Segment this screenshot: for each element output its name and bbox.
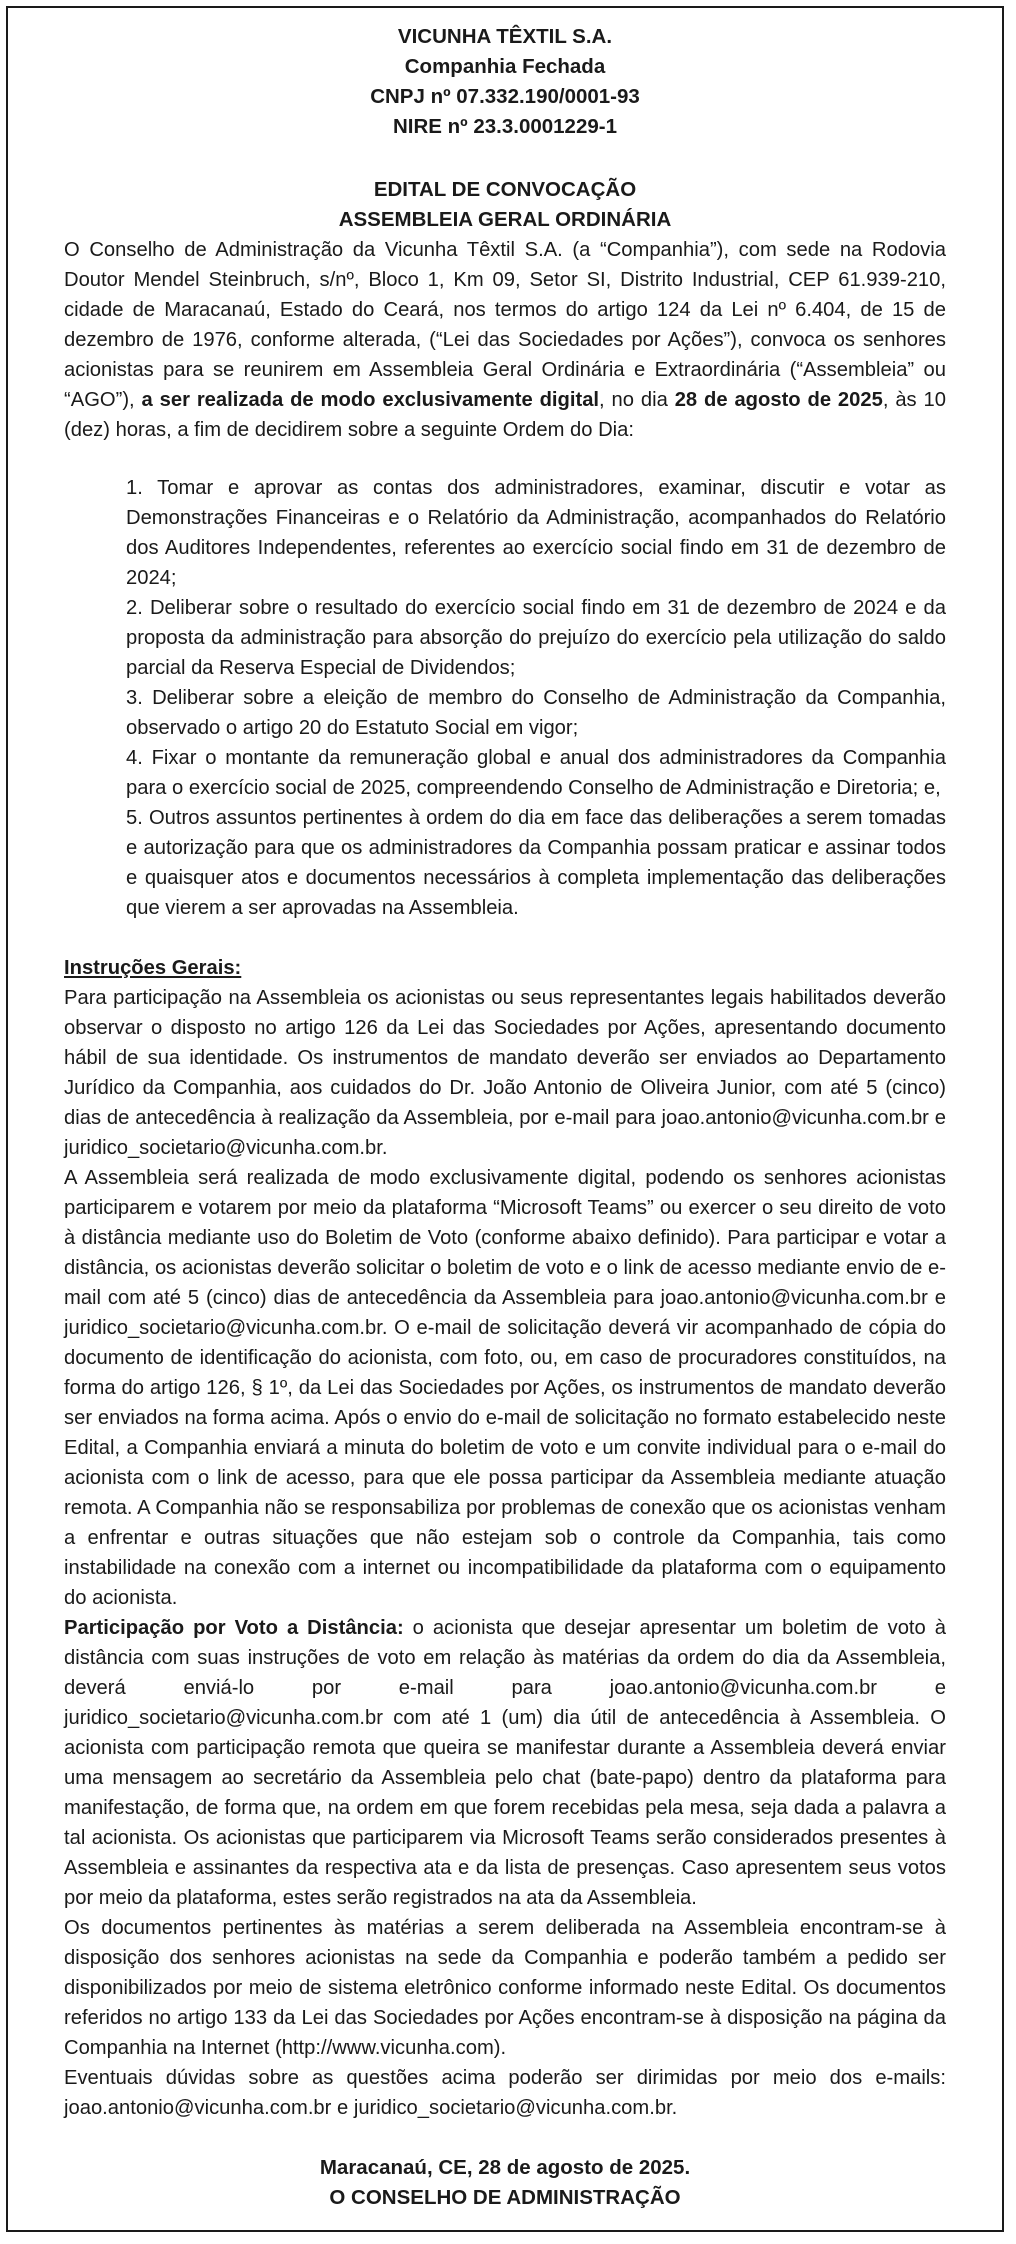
remote-vote-text: o acionista que desejar apresentar um boletim de voto à distância com suas instruções de voto em relação às matérias da ordem do dia da Assembleia, deverá enviá-lo por e-mail para joao.antonio@vicunha.com.br e juridico_societario@vicunha.com.br com até 1 (um) dia útil de antecedência à Assembleia. O acionista com participação remota que queira se manifestar durante a Assembleia deverá enviar uma mensagem ao secretário da Assembleia pelo chat (bate-papo) dentro da plataforma para manifestação, de forma que, na ordem em que forem recebidas pela mesa, seja dada a palavra a tal acionista. Os acionistas que participarem via Microsoft Teams serão considerados presentes à Assembleia e assinantes da respectiva ata e da lista de presenças. Caso apresentem seus votos por meio da plataforma, estes serão registrados na ata da Assembleia. xyxy=(64,1617,946,1909)
intro-bold-digital: a ser realizada de modo exclusivamente digital xyxy=(141,389,600,411)
agenda-list xyxy=(126,473,946,923)
agenda-item: 1. Tomar e aprovar as contas dos administradores, examinar, discutir e votar as Demonstrações Financeiras e o Relatório da Administração, acompanhados do Relatório dos Auditores Independentes, referentes ao exercício social findo em 31 de dezembro de 2024; xyxy=(126,477,946,589)
company-header xyxy=(64,22,946,142)
title-line-2: ASSEMBLEIA GERAL ORDINÁRIA xyxy=(338,208,672,231)
instructions-paragraph-5: Eventuais dúvidas sobre as questões acima poderão ser dirimidas por meio dos e-mails: joao.antonio@vicunha.com.br e juridico_societario@vicunha.com.br. xyxy=(64,2067,946,2119)
intro-bold-date: 28 de agosto de 2025 xyxy=(674,389,883,411)
agenda-item: 2. Deliberar sobre o resultado do exercício social findo em 31 de dezembro de 2024 e da proposta da administração para absorção do prejuízo do exercício pela utilização do saldo parcial da Reserva Especial de Dividendos; xyxy=(126,597,946,679)
notice-document xyxy=(6,6,1004,2232)
instructions-heading: Instruções Gerais: xyxy=(64,957,242,979)
closing-block xyxy=(64,2153,946,2213)
title-line-1: EDITAL DE CONVOCAÇÃO xyxy=(373,178,637,201)
instructions-paragraph-2: A Assembleia será realizada de modo exclusivamente digital, podendo os senhores acionistas participarem e votarem por meio da plataforma “Microsoft Teams” ou exercer o seu direito de voto à distância mediante uso do Boletim de Voto (conforme abaixo definido). Para participar e votar a distância, os acionistas deverão solicitar o boletim de voto e o link de acesso mediante envio de e-mail com até 5 (cinco) dias de antecedência da Assembleia para joao.antonio@vicunha.com.br e juridico_societario@vicunha.com.br. O e-mail de solicitação deverá vir acompanhado de cópia do documento de identificação do acionista, com foto, ou, em caso de procuradores constituídos, na forma do artigo 126, § 1º, da Lei das Sociedades por Ações, os instrumentos de mandato deverão ser enviados na forma acima. Após o envio do e-mail de solicitação no formato estabelecido neste Edital, a Companhia enviará a minuta do boletim de voto e um convite individual para o e-mail do acionista com o link de acesso, para que ele possa participar da Assembleia mediante atuação remota. A Companhia não se responsabiliza por problemas de conexão que os acionistas venham a enfrentar e outras situações que não estejam sob o controle da Companhia, tais como instabilidade na conexão com a internet ou incompatibilidade da plataforma com o equipamento do acionista. xyxy=(64,1167,946,1609)
agenda-item: 3. Deliberar sobre a eleição de membro do Conselho de Administração da Companhia, observado o artigo 20 do Estatuto Social em vigor; xyxy=(126,687,946,739)
place-date: Maracanaú, CE, 28 de agosto de 2025. xyxy=(319,2156,691,2179)
signatory: O CONSELHO DE ADMINISTRAÇÃO xyxy=(329,2186,681,2209)
agenda-item: 5. Outros assuntos pertinentes à ordem do dia em face das deliberações a serem tomadas e autorização para que os administradores da Companhia possam praticar e assinar todos e quaisquer atos e documentos necessários à completa implementação das deliberações que vierem a ser aprovadas na Assembleia. xyxy=(126,807,946,919)
instructions-paragraph-1: Para participação na Assembleia os acionistas ou seus representantes legais habilitados deverão observar o disposto no artigo 126 da Lei das Sociedades por Ações, apresentando documento hábil de sua identidade. Os instrumentos de mandato deverão ser enviados ao Departamento Jurídico da Companhia, aos cuidados do Dr. João Antonio de Oliveira Junior, com até 5 (cinco) dias de antecedência à realização da Assembleia, por e-mail para joao.antonio@vicunha.com.br e juridico_societario@vicunha.com.br. xyxy=(64,987,946,1159)
remote-vote-heading: Participação por Voto a Distância: xyxy=(64,1617,404,1639)
company-type: Companhia Fechada xyxy=(404,55,606,78)
intro-paragraph xyxy=(64,235,946,445)
agenda-item: 4. Fixar o montante da remuneração global e anual dos administradores da Companhia para o exercício social de 2025, compreendendo Conselho de Administração e Diretoria; e, xyxy=(126,747,946,799)
intro-text-2: , no dia xyxy=(599,389,675,411)
intro-text-1: O Conselho de Administração da Vicunha Têxtil S.A. (a “Companhia”), com sede na Rodovia Doutor Mendel Steinbruch, s/nº, Bloco 1, Km 09, Setor SI, Distrito Industrial, CEP 61.939-210, cidade de Maracanaú, Estado do Ceará, nos termos do artigo 124 da Lei nº 6.404, de 15 de dezembro de 1976, conforme alterada, (“Lei das Sociedades por Ações”), convoca os senhores acionistas para se reunirem em Assembleia Geral Ordinária e Extraordinária (“Assembleia” ou “AGO”), xyxy=(64,239,946,411)
company-name: VICUNHA TÊXTIL S.A. xyxy=(397,25,613,48)
instructions-paragraph-3 xyxy=(64,1613,946,1913)
intro-text-3: , às 10 (dez) horas, a fim de decidirem sobre a seguinte Ordem do Dia: xyxy=(64,389,946,441)
instructions-paragraph-4: Os documentos pertinentes às matérias a serem deliberada na Assembleia encontram-se à disposição dos senhores acionistas na sede da Companhia e poderão também a pedido ser disponibilizados por meio de sistema eletrônico conforme informado neste Edital. Os documentos referidos no artigo 133 da Lei das Sociedades por Ações encontram-se à disposição na página da Companhia na Internet (http://www.vicunha.com). xyxy=(64,1917,946,2059)
company-cnpj: CNPJ nº 07.332.190/0001-93 xyxy=(370,85,640,108)
company-nire: NIRE nº 23.3.0001229-1 xyxy=(392,115,617,138)
notice-title xyxy=(64,175,946,235)
